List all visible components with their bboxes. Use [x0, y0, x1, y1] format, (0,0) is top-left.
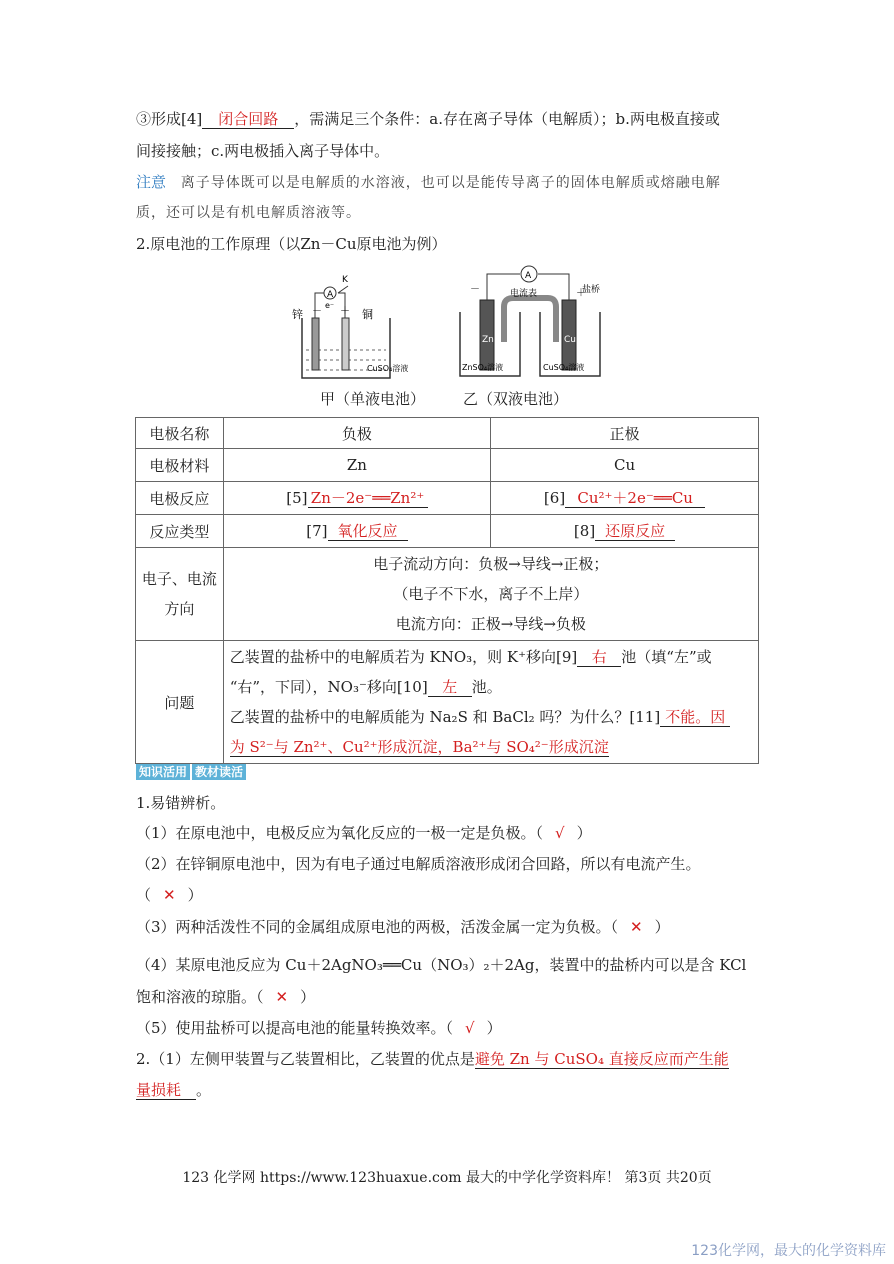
text: （ — [136, 886, 152, 904]
electrode-table — [135, 417, 759, 764]
table-row — [136, 641, 759, 764]
cu-label: Cu — [564, 335, 576, 345]
table-row — [136, 515, 759, 548]
answer-11-cont: 为 S²⁻与 Zn²⁺、Cu²⁺形成沉淀，Ba²⁺与 SO₄²⁻形成沉淀 — [229, 738, 609, 756]
tag-textbook: 教材读活 — [192, 764, 246, 780]
text: 乙装置的盐桥中的电解质能为 Na₂S 和 BaCl₂ 吗？为什么？[11] — [229, 708, 661, 726]
text: 池（填“左”或 — [621, 648, 712, 666]
answer-5: Zn－2e⁻══Zn²⁺ — [308, 489, 428, 508]
text: 池。 — [471, 678, 502, 696]
cell: Zn — [223, 449, 490, 482]
blank-number: [6] — [543, 488, 566, 507]
text: “右”，下同），NO₃⁻移向[10] — [229, 678, 428, 696]
zn-label: Zn — [482, 335, 494, 345]
cross-mark: ✕ — [163, 886, 176, 904]
q1-item1 — [136, 822, 592, 843]
single-cell-diagram — [282, 268, 432, 382]
plus-sign: ＋ — [576, 288, 586, 299]
answer-11: 不能。因 — [660, 708, 730, 727]
copper-label: 铜 — [362, 308, 373, 321]
cell — [223, 515, 490, 548]
cross-mark: ✕ — [275, 988, 289, 1006]
table-row — [136, 449, 759, 482]
answer-7: 氧化反应 — [328, 522, 408, 541]
text: ） — [486, 1019, 502, 1037]
text: 。 — [196, 1081, 212, 1099]
q1-item5 — [136, 1017, 502, 1038]
q2-line2 — [136, 1079, 211, 1100]
switch-label: K — [342, 275, 348, 285]
cell: Cu — [491, 449, 759, 482]
cross-mark: ✕ — [630, 918, 643, 936]
paragraph-3-line2: 间接接触；c.两电极插入离子导体中。 — [136, 142, 390, 160]
answer-9: 右 — [577, 648, 621, 667]
answer-q2: 避免 Zn 与 CuSO₄ 直接反应而产生能 — [474, 1050, 729, 1068]
paragraph-3-line1 — [136, 108, 720, 129]
text: 饱和溶液的琼脂。（ — [136, 988, 264, 1006]
solution-label: CuSO₄溶液 — [367, 364, 409, 373]
q1-item2: （2）在锌铜原电池中，因为有电子通过电解质溶液形成闭合回路，所以有电流产生。 — [136, 855, 701, 873]
ammeter-label: A — [327, 290, 334, 300]
answer-6: Cu²⁺＋2e⁻══Cu — [565, 489, 705, 508]
header-line: 电子、电流 — [141, 570, 217, 588]
electron-direction: 电子流动方向：负极→导线→正极； — [373, 555, 609, 573]
cuso4-label: CuSO₄溶液 — [543, 363, 585, 372]
note-tag: 注意 — [136, 173, 167, 191]
answer-4: 闭合回路 — [202, 110, 294, 129]
table-row — [136, 482, 759, 515]
cell — [223, 482, 490, 515]
row-header: 电极名称 — [136, 418, 224, 449]
blank-number: [7] — [306, 521, 328, 540]
text: ） — [187, 886, 203, 904]
cell: 正极 — [491, 418, 759, 449]
cell — [491, 515, 759, 548]
section-2-title: 2.原电池的工作原理（以Zn－Cu原电池为例） — [136, 235, 447, 253]
text: （1）在原电池中，电极反应为氧化反应的一极一定是负极。（ — [136, 824, 544, 842]
q2-line1 — [136, 1048, 729, 1069]
cell — [223, 548, 758, 641]
check-mark: √ — [555, 824, 565, 842]
caption-right: 乙（双液电池） — [463, 390, 569, 408]
minus-sign: － — [470, 284, 480, 295]
text: 乙装置的盐桥中的电解质若为 KNO₃，则 K⁺移向[9] — [229, 648, 578, 666]
q1-item3 — [136, 916, 670, 937]
text: ） — [654, 918, 670, 936]
text: ，需满足三个条件：a.存在离子导体（电解质）；b.两电极直接或 — [294, 110, 720, 128]
row-header: 问题 — [136, 641, 224, 764]
text: ） — [576, 824, 592, 842]
zinc-label: 锌 — [292, 308, 303, 321]
cell — [223, 641, 758, 764]
q1-item2-answer — [136, 884, 203, 905]
caption-left: 甲（单液电池） — [320, 390, 426, 408]
minus-sign: － — [312, 306, 322, 317]
question-line — [230, 732, 754, 762]
current-direction: 电流方向：正极→导线→负极 — [395, 615, 586, 633]
question-line — [230, 642, 754, 672]
table-row — [136, 418, 759, 449]
double-cell-diagram — [452, 262, 612, 382]
text: 2.（1）左侧甲装置与乙装置相比，乙装置的优点是 — [136, 1050, 475, 1068]
page-footer: 123 化学网 https://www.123huaxue.com 最大的中学化学资料库！ 第3页 共20页 — [182, 1170, 712, 1186]
blank-number: [8] — [573, 521, 596, 540]
ammeter-label: A — [525, 271, 532, 281]
text: （3）两种活泼性不同的金属组成原电池的两极，活泼金属一定为负极。（ — [136, 918, 619, 936]
text: ③形成[4] — [136, 110, 203, 128]
row-header: 反应类型 — [136, 515, 224, 548]
answer-8: 还原反应 — [595, 522, 675, 541]
electron-label: e⁻ — [325, 301, 335, 310]
tag-apply: 知识活用 — [136, 764, 190, 780]
bridge-label: 盐桥 — [582, 285, 601, 295]
znso4-label: ZnSO₄溶液 — [462, 363, 504, 372]
row-header — [136, 548, 224, 641]
header-line: 方向 — [164, 600, 195, 618]
answer-q2-cont: 量损耗 — [136, 1081, 196, 1100]
section-tags — [136, 764, 246, 780]
mnemonic: （电子不下水，离子不上岸） — [393, 585, 589, 603]
q1-item4: （4）某原电池反应为 Cu＋2AgNO₃══Cu（NO₃）₂＋2Ag，装置中的盐桥内可以是含 KCl — [136, 956, 747, 974]
text: （5）使用盐桥可以提高电池的能量转换效率。（ — [136, 1019, 454, 1037]
question-line — [230, 702, 754, 732]
row-header: 电极材料 — [136, 449, 224, 482]
answer-10: 左 — [428, 678, 472, 697]
check-mark: √ — [465, 1019, 475, 1037]
watermark: 123化学网，最大的化学资料库 — [691, 1243, 886, 1259]
meter-label: 电流表 — [510, 289, 538, 299]
q1-title: 1.易错辨析。 — [136, 794, 226, 812]
q1-item4b — [136, 986, 315, 1007]
note-line1 — [136, 171, 721, 192]
note-line2: 质，还可以是有机电解质溶液等。 — [136, 205, 361, 221]
row-header: 电极反应 — [136, 482, 224, 515]
plus-sign: ＋ — [340, 306, 350, 317]
note-text: 离子导体既可以是电解质的水溶液，也可以是能传导离子的固体电解质或熔融电解 — [180, 175, 721, 191]
cell: 负极 — [223, 418, 490, 449]
table-row — [136, 548, 759, 641]
cell — [491, 482, 759, 515]
text: ） — [300, 988, 316, 1006]
blank-number: [5] — [286, 488, 308, 507]
question-line — [230, 672, 754, 702]
